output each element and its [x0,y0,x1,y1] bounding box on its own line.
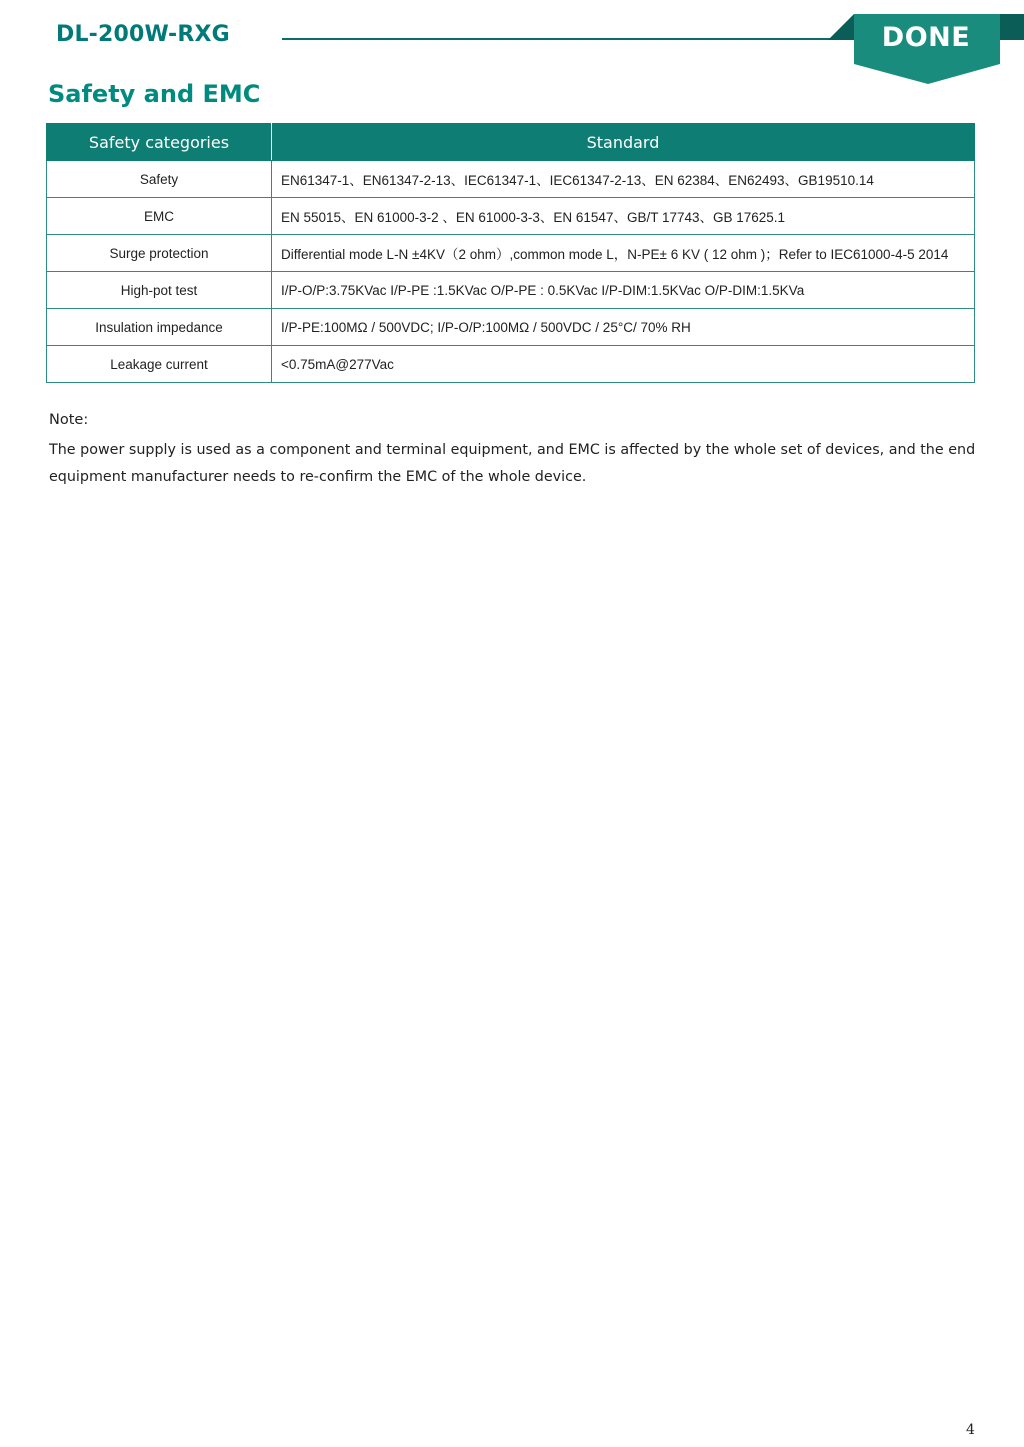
table-row [47,198,975,235]
section-title: Safety and EMC [48,80,261,108]
table-row [47,235,975,272]
row-category: Surge protection [47,235,272,272]
page-number: 4 [966,1422,975,1438]
safety-emc-table [46,123,975,383]
table-row [47,309,975,346]
row-category: Leakage current [47,346,272,383]
note-label: Note: [49,412,89,428]
table-header-row [47,124,975,161]
document-model-title: DL-200W-RXG [56,22,230,47]
row-category: Insulation impedance [47,309,272,346]
row-category: High-pot test [47,272,272,309]
header-divider [282,38,852,40]
row-category: EMC [47,198,272,235]
row-standard: I/P-PE:100MΩ / 500VDC; I/P-O/P:100MΩ / 500VDC / 25°C/ 70% RH [272,309,975,346]
table-row [47,161,975,198]
column-header-standard: Standard [272,124,975,161]
row-standard: I/P-O/P:3.75KVac I/P-PE :1.5KVac O/P-PE : 0.5KVac I/P-DIM:1.5KVac O/P-DIM:1.5KVa [272,272,975,309]
brand-name: DONE [881,22,971,53]
row-category: Safety [47,161,272,198]
column-header-category: Safety categories [47,124,272,161]
row-standard: EN 55015、EN 61000-3-2 、EN 61000-3-3、EN 61547、GB/T 17743、GB 17625.1 [272,198,975,235]
row-standard: <0.75mA@277Vac [272,346,975,383]
note-text: The power supply is used as a component and terminal equipment, and EMC is affected by the whole set of devices, and the end equipment manufacturer needs to re-confirm the EMC of the whole device. [49,442,976,485]
table-row [47,346,975,383]
table-row [47,272,975,309]
row-standard: EN61347-1、EN61347-2-13、IEC61347-1、IEC61347-2-13、EN 62384、EN62493、GB19510.14 [272,161,975,198]
row-standard: Differential mode L-N ±4KV（2 ohm）,common mode L，N-PE± 6 KV ( 12 ohm )；Refer to IEC61000-4-5 2014 [272,235,975,272]
brand-logo [828,12,1024,86]
